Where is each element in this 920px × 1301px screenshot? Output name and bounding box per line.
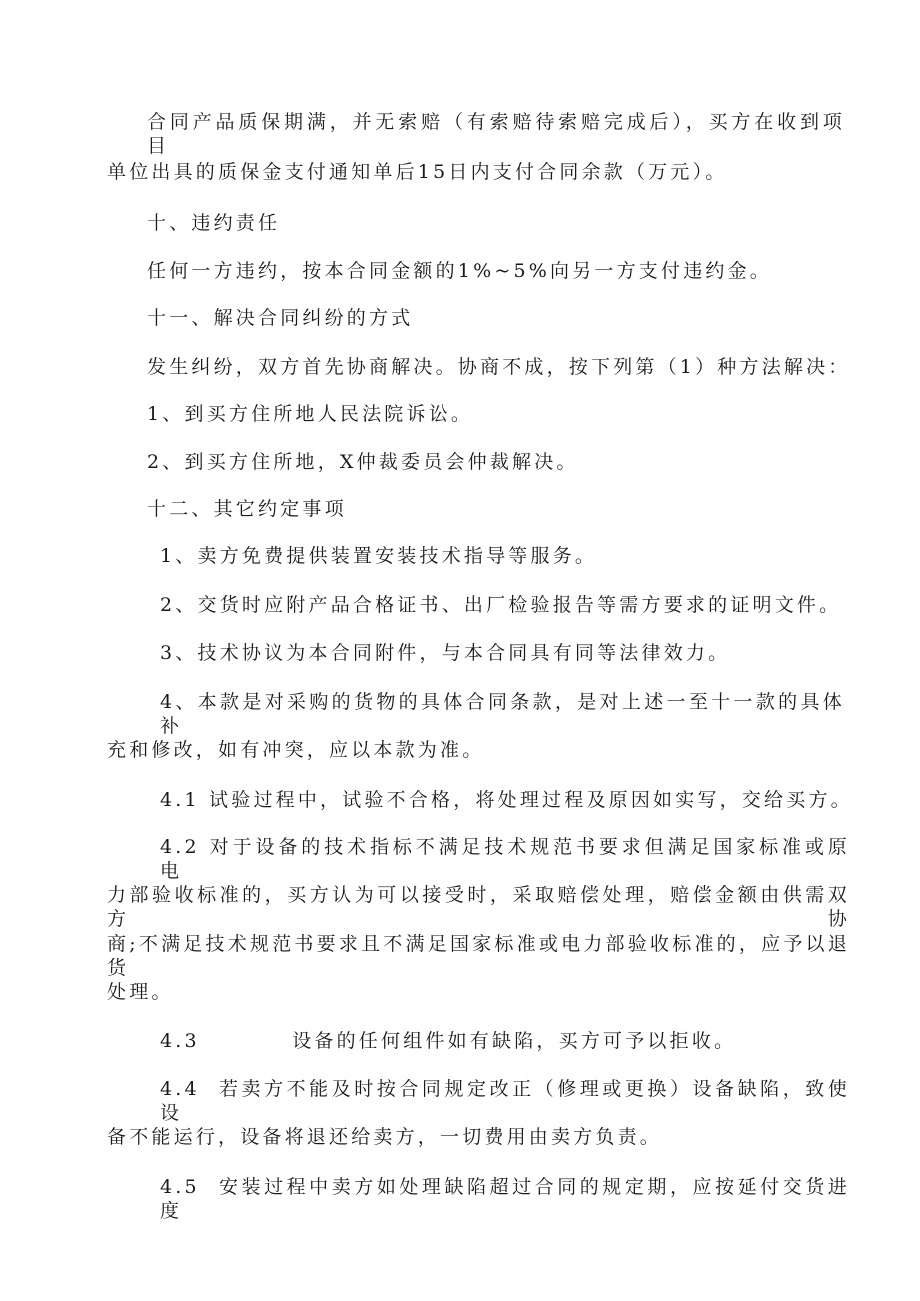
section-heading: 十二、其它约定事项 <box>147 498 347 520</box>
list-item: 4.3 设备的任何组件如有缺陷，买方可予以拒收。 <box>160 1030 737 1052</box>
list-item: 2、到买方住所地，X仲裁委员会仲裁解决。 <box>147 451 579 473</box>
list-item: 4、本款是对采购的货物的具体合同条款，是对上述一至十一款的具体补 <box>160 691 845 737</box>
list-item: 1、卖方免费提供装置安装技术指导等服务。 <box>160 545 598 567</box>
paragraph-line: 力部验收标准的，买方认为可以接受时，采取赔偿处理，赔偿金额由供需双方协 <box>107 884 850 930</box>
paragraph-line: 充和修改，如有冲突，应以本款为准。 <box>107 739 485 761</box>
paragraph-line: 发生纠纷，双方首先协商解决。协商不成，按下列第（1）种方法解决： <box>147 356 851 378</box>
list-item: 2、交货时应附产品合格证书、出厂检验报告等需方要求的证明文件。 <box>160 594 842 616</box>
paragraph-line: 合同产品质保期满，并无索赔（有索赔待索赔完成后），买方在收到项目 <box>147 111 845 157</box>
section-heading: 十一、解决合同纠纷的方式 <box>147 307 414 329</box>
section-heading: 十、违约责任 <box>147 212 281 234</box>
paragraph-line: 处理。 <box>107 981 174 1003</box>
paragraph-line: 任何一方违约，按本合同金额的1%~5%向另一方支付违约金。 <box>147 260 773 282</box>
list-item: 4.5 安装过程中卖方如处理缺陷超过合同的规定期，应按延付交货进度 <box>160 1176 850 1222</box>
list-item: 1、到买方住所地人民法院诉讼。 <box>147 403 474 425</box>
list-item: 4.1 试验过程中，试验不合格，将处理过程及原因如实写，交给买方。 <box>160 789 853 811</box>
paragraph-line: 备不能运行，设备将退还给卖方，一切费用由卖方负责。 <box>107 1126 663 1148</box>
list-item: 4.4 若卖方不能及时按合同规定改正（修理或更换）设备缺陷，致使设 <box>160 1078 850 1124</box>
paragraph-line: 单位出具的质保金支付通知单后15日内支付合同余款（万元）。 <box>107 161 728 183</box>
list-item: 4.2 对于设备的技术指标不满足技术规范书要求但满足国家标准或原电 <box>160 836 850 882</box>
paragraph-line: 商;不满足技术规范书要求且不满足国家标准或电力部验收标准的，应予以退货 <box>107 933 850 979</box>
list-item: 3、技术协议为本合同附件，与本合同具有同等法律效力。 <box>160 642 731 664</box>
